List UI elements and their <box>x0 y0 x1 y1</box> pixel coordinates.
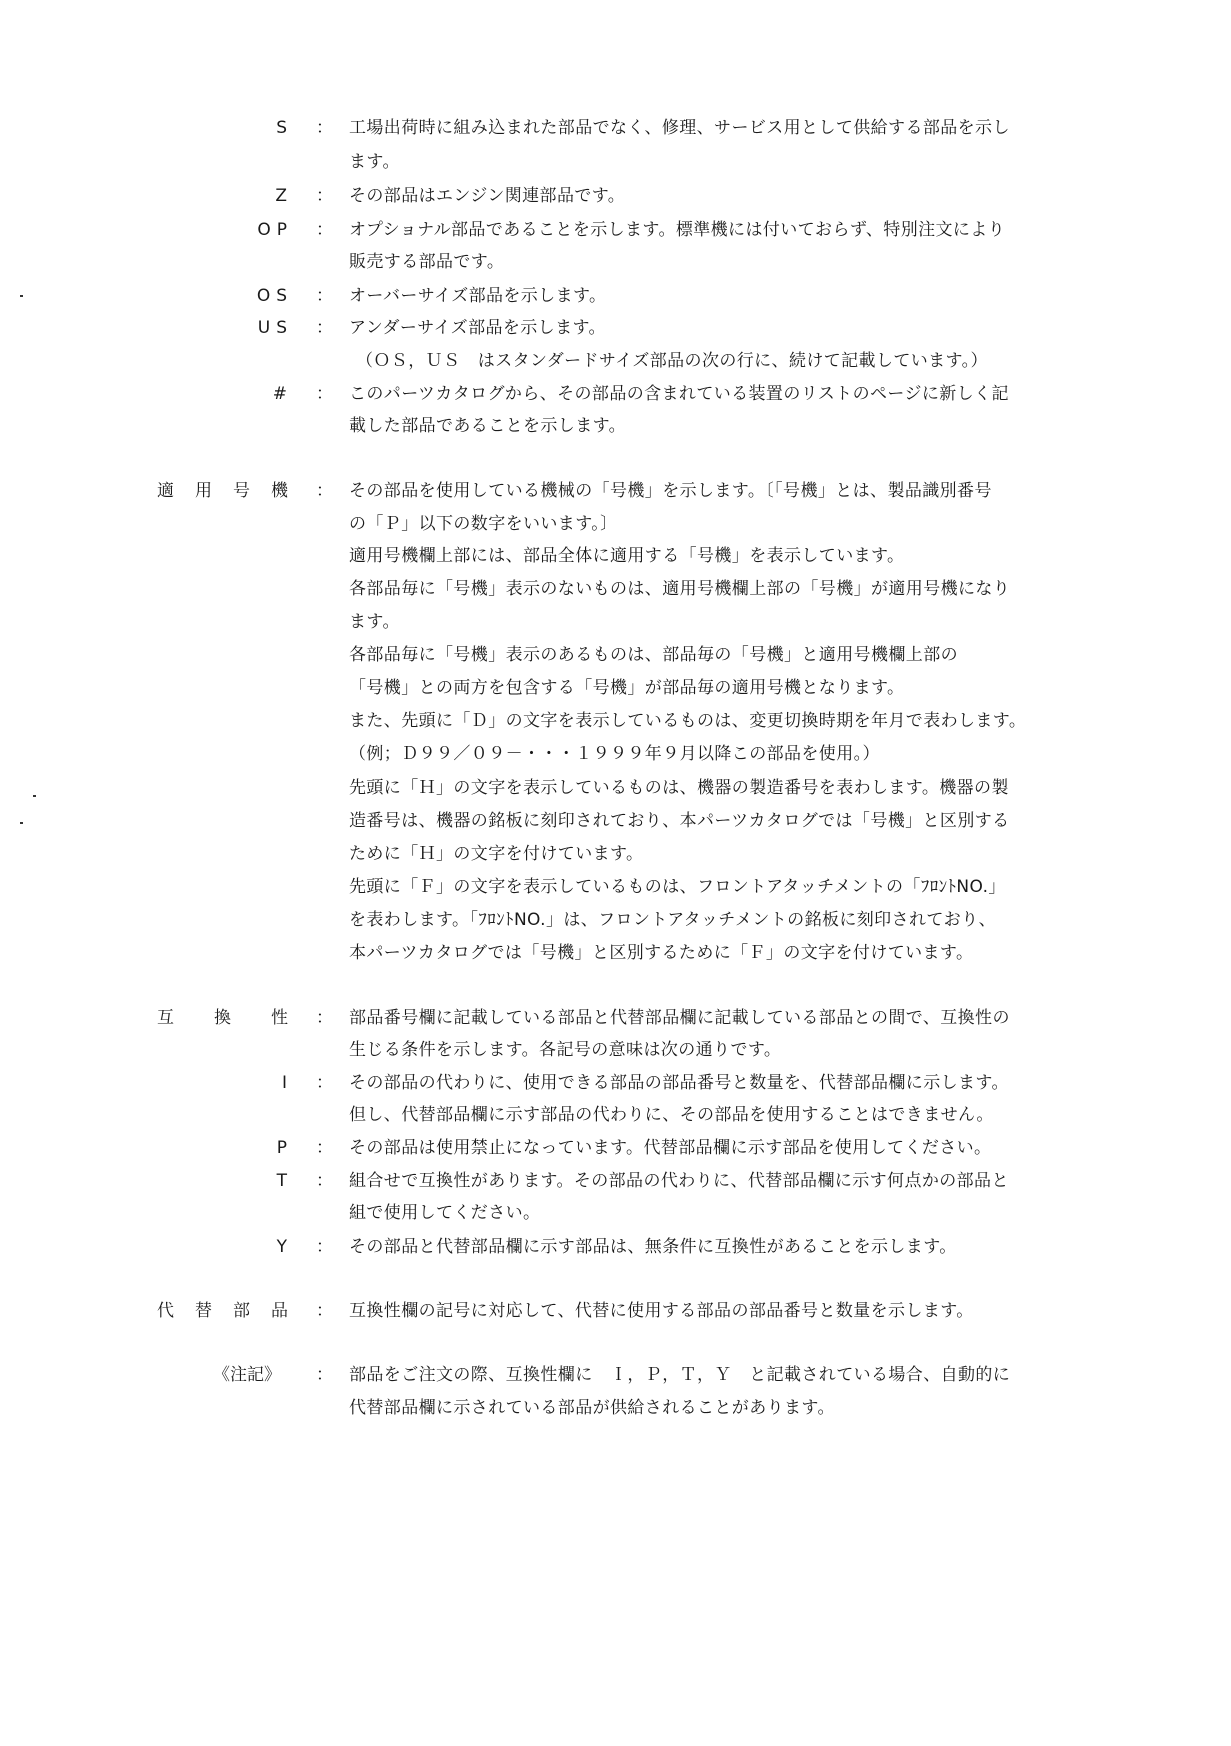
symbol-row-us <box>0 313 1231 343</box>
colon: ： <box>316 1365 333 1385</box>
symbol-row-z <box>0 181 1231 211</box>
applicable-text: の「Ｐ」以下の数字をいいます。〕 <box>349 514 618 534</box>
interchange-row-0 <box>0 1003 1231 1033</box>
applicable-row-5 <box>0 640 1231 670</box>
applicable-text: その部品を使用している機械の「号機」を示します。〔「号機」とは、製品識別番号 <box>349 481 992 501</box>
symbol-text: （ＯＳ，ＵＳ はスタンダードサイズ部品の次の行に、続けて記載しています。） <box>356 351 988 371</box>
symbol-text: オーバーサイズ部品を示します。 <box>349 286 607 306</box>
term-char: 性 <box>271 1008 288 1028</box>
colon: ： <box>316 220 333 240</box>
term-char: 機 <box>271 481 288 501</box>
colon: ： <box>316 384 333 404</box>
colon: ： <box>316 186 333 206</box>
symbol-text: アンダーサイズ部品を示します。 <box>349 318 606 338</box>
interchange-code-text: その部品と代替部品欄に示す部品は、無条件に互換性があることを示します。 <box>349 1237 957 1257</box>
symbol-code: Z <box>275 186 293 206</box>
interchange-code: T <box>276 1171 293 1191</box>
symbol-text: オプショナル部品であることを示します。標準機には付いておらず、特別注文により <box>349 220 1006 240</box>
applicable-text: （例；Ｄ９９／０９－・・・１９９９年９月以降この部品を使用。） <box>349 744 880 764</box>
symbol-text: その部品はエンジン関連部品です。 <box>349 186 626 206</box>
interchange-row-1 <box>0 1035 1231 1065</box>
interchange-term <box>157 1003 288 1033</box>
term-char: 代 <box>157 1301 174 1321</box>
applicable-row-7 <box>0 706 1231 736</box>
interchange-code: I <box>281 1073 293 1093</box>
colon: ： <box>316 1073 333 1093</box>
term-char: 用 <box>195 481 212 501</box>
note-text: 部品をご注文の際、互換性欄に Ｉ，Ｐ，Ｔ，Ｙ と記載されている場合、自動的に <box>349 1365 1011 1385</box>
symbol-row-os <box>0 281 1231 311</box>
symbol-text: ます。 <box>349 152 400 172</box>
symbol-code: OP <box>257 220 293 240</box>
colon: ： <box>316 1138 333 1158</box>
term-char: 適 <box>157 481 174 501</box>
interchange-code-t-cont <box>0 1198 1231 1228</box>
note-row-1 <box>0 1393 1231 1423</box>
applicable-text: 「号機」との両方を包含する「号機」が部品毎の適用号機となります。 <box>349 678 905 698</box>
note-row-0 <box>0 1360 1231 1390</box>
term-char: 替 <box>195 1301 212 1321</box>
applicable-row-12 <box>0 872 1231 902</box>
symbol-text: 載した部品であることを示します。 <box>349 416 627 436</box>
applicable-term <box>157 476 288 506</box>
applicable-row-14 <box>0 938 1231 968</box>
scan-speck <box>20 822 23 824</box>
substitute-row-0 <box>0 1296 1231 1326</box>
symbol-text: このパーツカタログから、その部品の含まれている装置のリストのページに新しく記 <box>349 384 1009 404</box>
applicable-row-13 <box>0 905 1231 935</box>
symbol-row-hash <box>0 379 1231 409</box>
symbol-code: S <box>276 118 293 138</box>
substitute-text: 互換性欄の記号に対応して、代替に使用する部品の部品番号と数量を示します。 <box>349 1301 974 1321</box>
applicable-row-0 <box>0 476 1231 506</box>
scan-speck <box>20 295 23 297</box>
note-text: 代替部品欄に示されている部品が供給されることがあります。 <box>349 1398 835 1418</box>
colon: ： <box>316 118 333 138</box>
scan-speck <box>33 795 36 797</box>
note-label: 《注記》 <box>213 1365 281 1385</box>
interchange-text: 生じる条件を示します。各記号の意味は次の通りです。 <box>349 1040 782 1060</box>
applicable-text: 先頭に「Ｈ」の文字を表示しているものは、機器の製造番号を表わします。機器の製 <box>349 778 1009 798</box>
applicable-row-1 <box>0 509 1231 539</box>
term-char: 品 <box>271 1301 288 1321</box>
applicable-text: を表わします。「ﾌﾛﾝﾄNO.」は、フロントアタッチメントの銘板に刻印されており、 <box>349 910 996 930</box>
applicable-text: ます。 <box>349 612 400 632</box>
interchange-code-text: 組合せで互換性があります。その部品の代わりに、代替部品欄に示す何点かの部品と <box>349 1171 1009 1191</box>
interchange-code-t <box>0 1166 1231 1196</box>
applicable-row-11 <box>0 839 1231 869</box>
symbol-code: # <box>272 384 293 404</box>
term-char: 互 <box>157 1008 174 1028</box>
symbol-row-op-cont <box>0 247 1231 277</box>
applicable-text: 各部品毎に「号機」表示のあるものは、部品毎の「号機」と適用号機欄上部の <box>349 645 958 665</box>
symbol-row-hash-cont <box>0 411 1231 441</box>
term-char: 号 <box>233 481 250 501</box>
symbol-row-s-cont <box>0 147 1231 177</box>
interchange-code-text: 但し、代替部品欄に示す部品の代わりに、その部品を使用することはできません。 <box>349 1105 994 1125</box>
symbol-text: 工場出荷時に組み込まれた部品でなく、修理、サービス用として供給する部品を示し <box>349 118 1010 138</box>
applicable-row-9 <box>0 773 1231 803</box>
applicable-text: 適用号機欄上部には、部品全体に適用する「号機」を表示しています。 <box>349 546 905 566</box>
term-char: 換 <box>214 1008 231 1028</box>
colon: ： <box>316 1301 333 1321</box>
symbol-text: 販売する部品です。 <box>349 252 505 272</box>
symbol-row-s <box>0 113 1231 143</box>
applicable-text: 各部品毎に「号機」表示のないものは、適用号機欄上部の「号機」が適用号機になり <box>349 579 1011 599</box>
colon: ： <box>316 1237 333 1257</box>
term-char: 部 <box>233 1301 250 1321</box>
applicable-text: 本パーツカタログでは「号機」と区別するために「Ｆ」の文字を付けています。 <box>349 943 974 963</box>
colon: ： <box>316 1171 333 1191</box>
symbol-row-op <box>0 215 1231 245</box>
interchange-code-i <box>0 1068 1231 1098</box>
interchange-code-text: その部品の代わりに、使用できる部品の部品番号と数量を、代替部品欄に示します。 <box>349 1073 1009 1093</box>
interchange-code: P <box>276 1138 293 1158</box>
symbol-row-size-note <box>0 346 1231 376</box>
symbol-code: US <box>257 318 293 338</box>
applicable-row-6 <box>0 673 1231 703</box>
applicable-text: ために「Ｈ」の文字を付けています。 <box>349 844 644 864</box>
interchange-code-y <box>0 1232 1231 1262</box>
interchange-code: Y <box>276 1237 293 1257</box>
substitute-term <box>157 1296 288 1326</box>
interchange-code-p <box>0 1133 1231 1163</box>
colon: ： <box>316 286 333 306</box>
applicable-text: 造番号は、機器の銘板に刻印されており、本パーツカタログでは「号機」と区別する <box>349 811 1010 831</box>
applicable-row-2 <box>0 541 1231 571</box>
colon: ： <box>316 318 333 338</box>
colon: ： <box>316 1008 333 1028</box>
applicable-text: また、先頭に「Ｄ」の文字を表示しているものは、変更切換時期を年月で表わします。 <box>349 711 1027 731</box>
applicable-row-4 <box>0 607 1231 637</box>
applicable-row-10 <box>0 806 1231 836</box>
interchange-text: 部品番号欄に記載している部品と代替部品欄に記載している部品との間で、互換性の <box>349 1008 1010 1028</box>
applicable-row-8 <box>0 739 1231 769</box>
interchange-code-text: 組で使用してください。 <box>349 1203 541 1223</box>
interchange-code-text: その部品は使用禁止になっています。代替部品欄に示す部品を使用してください。 <box>349 1138 992 1158</box>
symbol-code: OS <box>256 286 293 306</box>
interchange-code-i-cont <box>0 1100 1231 1130</box>
colon: ： <box>316 481 333 501</box>
applicable-text: 先頭に「Ｆ」の文字を表示しているものは、フロントアタッチメントの「ﾌﾛﾝﾄNO.」 <box>349 877 1006 897</box>
applicable-row-3 <box>0 574 1231 604</box>
